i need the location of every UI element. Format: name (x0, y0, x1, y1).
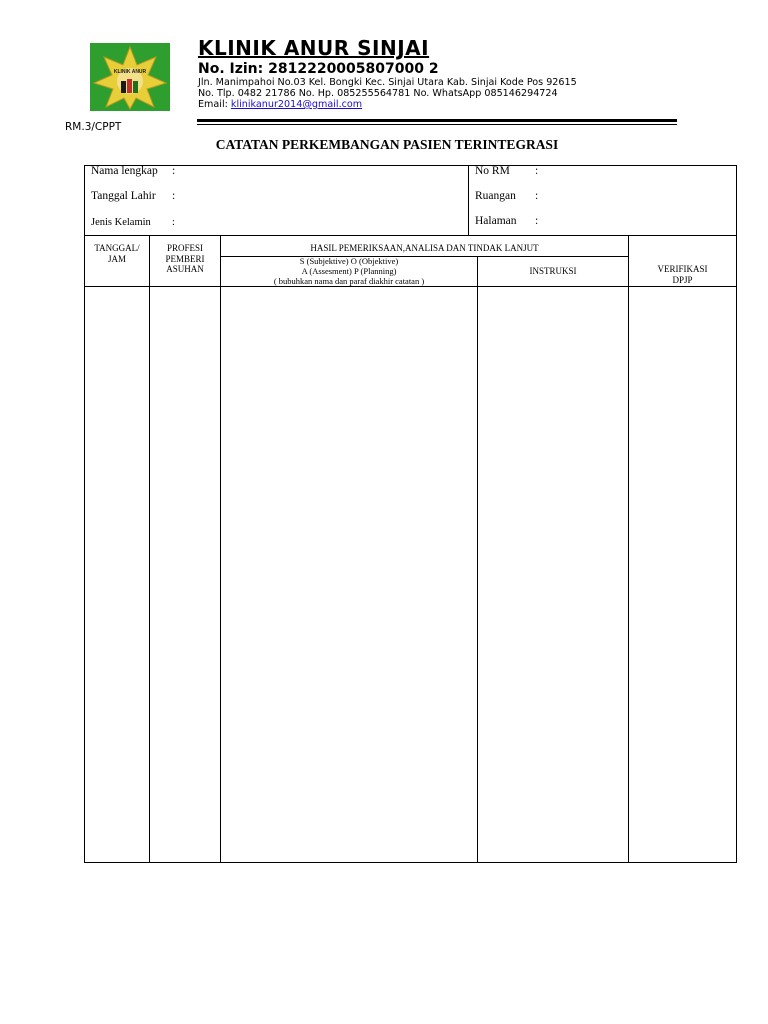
profession-column-header (150, 243, 220, 275)
clinic-name: KLINIK ANUR SINJAI (198, 36, 430, 60)
page-label: Halaman (475, 215, 517, 227)
room-label: Ruangan (475, 190, 516, 202)
dob-label: Tanggal Lahir (91, 190, 156, 202)
verif-header-line1: VERIFIKASI (657, 264, 708, 274)
identity-bottom-line (84, 235, 737, 236)
header-rule-thick (197, 119, 677, 122)
prof-header-line2: PEMBERI (165, 253, 205, 264)
date-column-header (85, 243, 149, 264)
table-border-right (736, 165, 737, 863)
form-code: RM.3/CPPT (65, 121, 122, 133)
header-rule-thin (197, 124, 677, 125)
rm-colon: : (535, 165, 539, 177)
clinic-email-line (198, 99, 362, 110)
clinic-address: Jln. Manimpahoi No.03 Kel. Bongki Kec. Sinjai Utara Kab. Sinjai Kode Pos 92615 (198, 77, 577, 88)
room-colon: : (535, 190, 539, 202)
prof-header-line3: ASUHAN (166, 264, 204, 274)
soap-header-line2: A (Assesment) P (Planning) (301, 266, 397, 276)
name-colon: : (172, 165, 176, 177)
name-label: Nama lengkap (91, 165, 158, 177)
form-title: CATATAN PERKEMBANGAN PASIEN TERINTEGRASI (215, 137, 559, 152)
table-border-bottom (84, 862, 737, 863)
verification-column-header (629, 264, 736, 285)
identity-divider (468, 165, 469, 235)
instruction-column-header: INSTRUKSI (529, 266, 577, 276)
verif-header-line2: DPJP (672, 274, 693, 285)
soap-header-line1: S (Subjektive) O (Objektive) (299, 256, 399, 266)
permit-number: No. Izin: 2812220005807000 2 (198, 61, 439, 77)
result-column-header: HASIL PEMERIKSAAN,ANALISA DAN TINDAK LANJUT (310, 243, 539, 253)
prof-header-line1: PROFESI (166, 243, 203, 253)
profession-entry-cell[interactable] (150, 287, 220, 862)
date-header-line2: JAM (107, 253, 126, 264)
soap-column-header (221, 256, 477, 286)
verification-entry-cell[interactable] (629, 287, 736, 862)
sex-colon: : (172, 217, 175, 228)
rm-label: No RM (475, 165, 510, 177)
soap-header-line3: ( bubuhkan nama dan paraf diakhir catatan ) (273, 276, 425, 286)
clinic-logo (90, 43, 170, 111)
date-header-line1: TANGGAL/ (94, 243, 140, 253)
soap-entry-cell[interactable] (221, 287, 477, 862)
instruction-entry-cell[interactable] (478, 287, 628, 862)
sex-label: Jenis Kelamin (91, 217, 151, 228)
page-colon: : (535, 215, 539, 227)
date-entry-cell[interactable] (85, 287, 149, 862)
dob-colon: : (172, 190, 176, 202)
clinic-phone: No. Tlp. 0482 21786 No. Hp. 085255564781 No. WhatsApp 085146294724 (198, 88, 558, 99)
table-border-top (84, 165, 737, 166)
logo-text: KLINIK ANUR (113, 69, 147, 75)
email-link[interactable]: klinikanur2014@gmail.com (230, 99, 363, 110)
email-label: Email: (198, 99, 231, 110)
